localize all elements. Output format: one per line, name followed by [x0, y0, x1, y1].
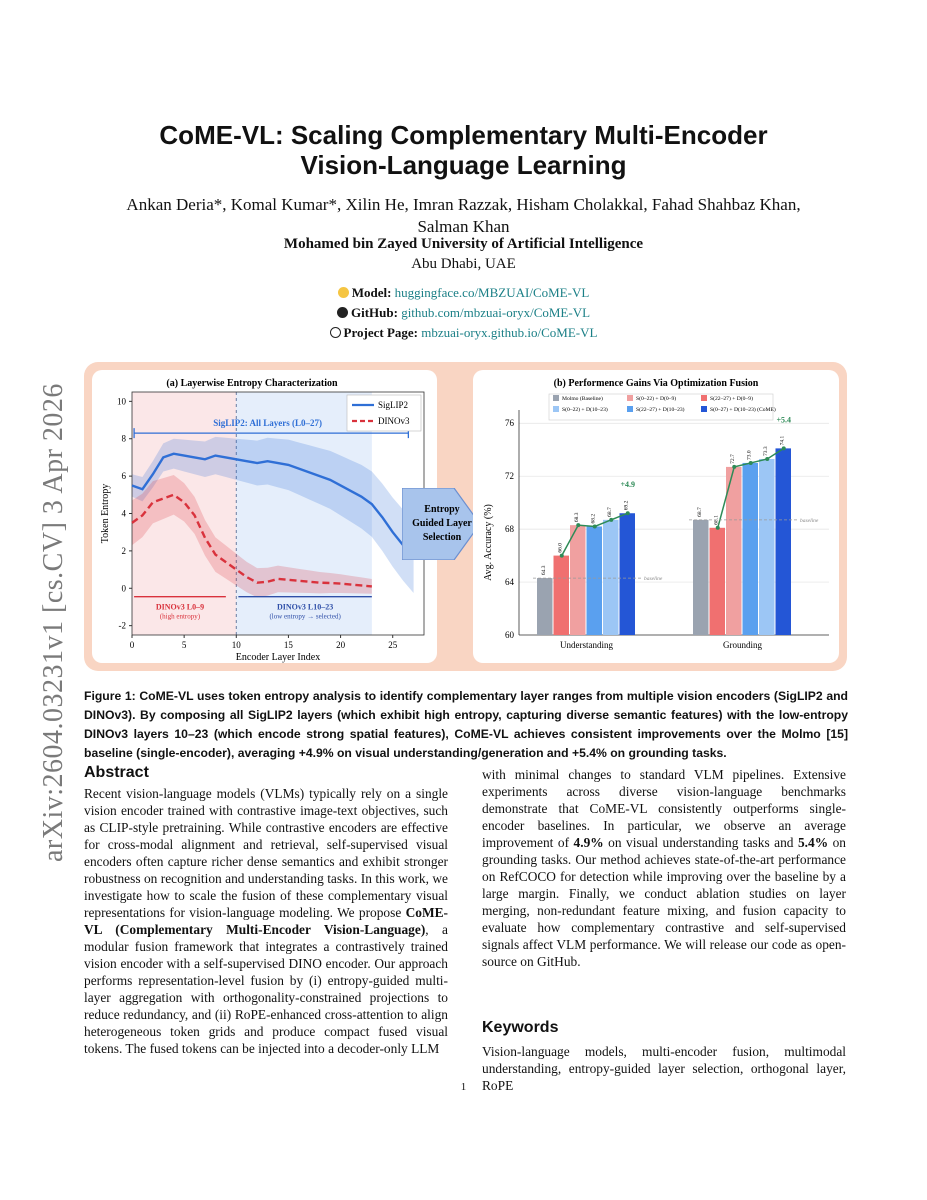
abstract-text-1: Recent vision-language models (VLMs) typically rely on a single vision encoder trained with contrastive image-text objectives, such as CLIP-style pretraining. While contrastive encoders are effective for cross-modal alignment and retrieval, self-supervised visual encoders often capture richer dense semantics and exhibit stronger robustness on recognition and understanding tasks. In this work, we investigate how to scale the fusion of these complementary visual representations for vision-language modeling. We propose [84, 786, 448, 920]
panel-b [473, 370, 839, 663]
category-label: Understanding [560, 640, 613, 650]
y-axis-label: Avg. Accuracy (%) [483, 504, 494, 581]
authors [100, 194, 827, 238]
legend-label: S(0–22) + D(0–9) [636, 396, 677, 402]
legend-label: S(0–22) + D(10–23) [562, 407, 608, 413]
x-tick-label: 15 [283, 640, 293, 650]
legend-swatch [553, 395, 559, 401]
project-label: Project Page: [343, 325, 418, 340]
bar-value-label: 73.3 [763, 446, 770, 456]
bar [554, 556, 570, 635]
bar [603, 520, 619, 635]
bar-value-label: 68.3 [574, 512, 581, 523]
trend-point [609, 518, 613, 522]
trend-point [782, 446, 786, 450]
bar-value-label: 72.7 [730, 454, 737, 464]
title-line-2: Vision-Language Learning [300, 150, 627, 180]
huggingface-icon [338, 287, 349, 298]
baseline-tag: baseline [800, 517, 819, 524]
y-tick-label: 10 [117, 396, 126, 407]
category-label: Grounding [723, 640, 762, 650]
github-link-row [0, 303, 927, 323]
y-tick-label: 76 [505, 418, 514, 429]
github-label: GitHub: [350, 305, 398, 320]
x-tick-label: 25 [388, 640, 398, 650]
baseline-tag: baseline [644, 576, 663, 583]
github-link[interactable]: github.com/mbzuai-oryx/CoME-VL [401, 305, 591, 320]
trend-point [765, 457, 769, 461]
bar-value-label: 69.2 [623, 500, 630, 511]
bar-value-label: 68.2 [590, 513, 597, 524]
trend-point [626, 511, 630, 515]
project-link-row [0, 323, 927, 343]
gain-label: +5.4 [776, 415, 792, 425]
location: Abu Dhabi, UAE [411, 256, 516, 272]
legend-label: S(22–27) + D(10–23) [636, 407, 685, 413]
bar-value-label: 68.7 [607, 507, 614, 517]
legend-label: S(22–27) + D(0–9) [710, 396, 753, 402]
arrow-label-2: Guided Layer [412, 518, 472, 529]
trend-point [576, 523, 580, 527]
y-tick-label: 2 [121, 545, 126, 556]
abstract-heading: Abstract [84, 764, 149, 781]
dino-high-label: DINOv3 L0–9 [155, 602, 205, 612]
y-tick-label: 6 [121, 471, 126, 482]
y-tick-label: 64 [505, 577, 514, 588]
gain-label: +4.9 [620, 480, 636, 490]
arrow-label-1: Entropy [424, 504, 460, 515]
y-tick-label: 4 [121, 508, 126, 519]
y-tick-label: 68 [505, 524, 514, 535]
globe-icon [330, 327, 341, 338]
chart-a-title: (a) Layerwise Entropy Characterization [166, 378, 338, 389]
resource-links [0, 283, 927, 343]
trend-point [732, 465, 736, 469]
authors-line-2: Salman Khan [417, 217, 510, 236]
github-icon [337, 307, 348, 318]
bar-value-label: 74.1 [779, 435, 786, 446]
bar-value-label: 68.1 [713, 515, 720, 525]
legend-swatch [701, 406, 707, 412]
keywords-text: Vision-language models, multi-encoder fusion, multimodal understanding, entropy-guided layer selection, orthogonal layer, RoPE [482, 1044, 846, 1093]
bar [587, 526, 603, 635]
figure-caption: Figure 1: CoME-VL uses token entropy analysis to identify complementary layer ranges from multiple vision encoders (SigLIP2 and DINOv3). By composing all SigLIP2 layers (which exhibit high entropy, capturing diverse semantic features) with the low-entropy DINOv3 layers 10–23 (which encode strong spatial features), CoME-VL achieves consistent improvements over the Molmo [15] baseline (single-encoder), averaging +4.9% on visual understanding/generation and +5.4% on grounding tasks. [84, 689, 848, 760]
paper-title [0, 120, 927, 180]
bar-value-label: 68.7 [697, 507, 704, 517]
arxiv-stamp-text: arXiv:2604.03231v1 [cs.CV] 3 Apr 2026 [38, 383, 69, 862]
keywords-heading: Keywords [482, 1019, 559, 1036]
legend-label: S(0–27) + D(10–23) (CoME) [710, 407, 776, 413]
trend-point [560, 554, 564, 558]
legend-label: Molmo (Baseline) [562, 396, 603, 402]
legend-dino-label: DINOv3 [378, 416, 410, 426]
performance-chart [473, 370, 839, 663]
right-text-3: on grounding tasks. Our method achieves state-of-the-art performance on RefCOCO for detection while improving over the baseline by a large margin. Finally, we conduct ablation studies on layer merging, non-redundant feature mixing, and fusion capacity to evaluate how complementary contrastive and self-supervised signals affect VLM performance. We will release our code as open-source on GitHub. [482, 835, 846, 969]
bar [710, 528, 726, 635]
trend-point [716, 526, 720, 530]
arrow-label-3: Selection [422, 532, 462, 543]
y-axis-label: Token Entropy [100, 483, 111, 544]
right-bold-1: 4.9% [573, 835, 604, 850]
dino-low-label: DINOv3 L10–23 [276, 602, 334, 612]
model-link-row [0, 283, 927, 303]
x-tick-label: 20 [336, 640, 346, 650]
affiliation: Mohamed bin Zayed University of Artificial Intelligence [283, 236, 644, 252]
bar [693, 520, 709, 635]
bar [537, 578, 553, 635]
legend-swatch [627, 406, 633, 412]
x-tick-label: 10 [231, 640, 241, 650]
authors-line-1: Ankan Deria*, Komal Kumar*, Xilin He, Imran Razzak, Hisham Cholakkal, Fahad Shahbaz Khan, [126, 195, 801, 214]
y-tick-label: 72 [505, 471, 514, 482]
bar-value-label: 73.0 [746, 450, 753, 460]
bar [726, 467, 742, 635]
bar [759, 459, 775, 635]
bar [776, 448, 792, 635]
entropy-arrow [402, 488, 482, 560]
siglip-range-label: SigLIP2: All Layers (L0–27) [213, 418, 322, 429]
dino-high-sublabel: (high entropy) [159, 612, 201, 621]
trend-point [749, 461, 753, 465]
bar [743, 463, 759, 635]
y-tick-label: 8 [121, 433, 126, 444]
right-bold-2: 5.4% [797, 835, 829, 850]
figure-1 [84, 362, 847, 671]
legend-swatch [627, 395, 633, 401]
chart-b-title: (b) Performence Gains Via Optimization Fusion [553, 378, 759, 389]
abstract-right-column [482, 766, 846, 970]
legend-siglip-label: SigLIP2 [378, 400, 409, 410]
model-link[interactable]: huggingface.co/MBZUAI/CoME-VL [394, 285, 590, 300]
y-tick-label: -2 [118, 620, 126, 631]
x-tick-label: 0 [129, 640, 135, 650]
y-tick-label: 0 [121, 583, 126, 594]
abstract-bold: CoME-VL (Complementary Multi-Encoder Vision-Language) [84, 905, 448, 937]
panel-a [92, 370, 437, 663]
right-text-2: on visual understanding tasks and [603, 835, 798, 850]
right-text-1: with minimal changes to standard VLM pipelines. Extensive experiments across diverse vision-language benchmarks demonstrate that CoME-VL consistently outperforms single-encoder baselines. In particular, we observe an average improvement of [482, 767, 846, 850]
bar-value-label: 66.0 [557, 542, 564, 553]
bar-value-label: 64.3 [541, 565, 548, 576]
y-tick-label: 60 [505, 630, 514, 640]
x-tick-label: 5 [181, 640, 187, 650]
bar [570, 525, 586, 635]
page-number: 1 [460, 1081, 467, 1093]
arxiv-stamp [14, 342, 69, 862]
abstract-text-2: , a modular fusion framework that integrates a contrastively trained vision encoder with a self-supervised DINO encoder. Our approach performs representation-level fusion by (i) entropy-guided multi-layer aggregation with orthogonality-constrained projections to reduce redundancy, and (ii) RoPE-enhanced cross-attention to align heterogeneous token grids and produce compact fused visual tokens. The fused tokens can be injected into a decoder-only LLM [84, 922, 449, 1056]
model-label: Model: [351, 285, 392, 300]
trend-point [593, 524, 597, 528]
x-axis-label: Encoder Layer Index [235, 652, 321, 663]
project-link[interactable]: mbzuai-oryx.github.io/CoME-VL [421, 325, 598, 340]
legend-swatch [701, 395, 707, 401]
legend-swatch [553, 406, 559, 412]
entropy-chart [92, 370, 437, 663]
title-line-1: CoME-VL: Scaling Complementary Multi-Encoder [159, 120, 768, 150]
bar [620, 513, 636, 635]
abstract-left-column [84, 785, 448, 1057]
dino-low-sublabel: (low entropy → selected) [269, 612, 341, 621]
